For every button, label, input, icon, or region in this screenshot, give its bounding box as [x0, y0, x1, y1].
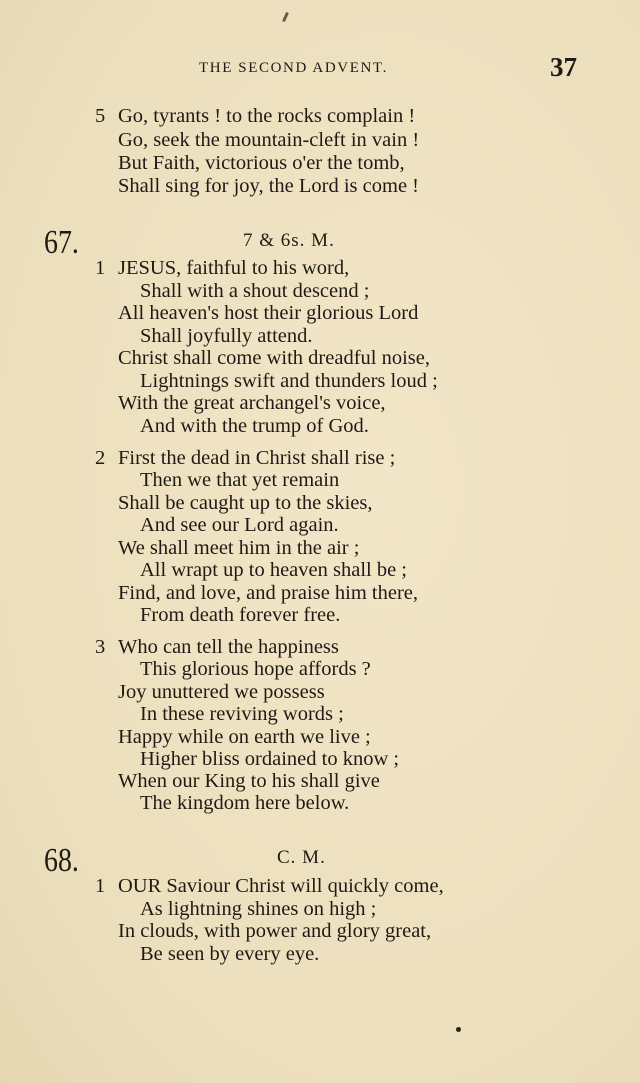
- verse-line: From death forever free.: [140, 604, 341, 626]
- verse-line: And with the trump of God.: [140, 415, 369, 437]
- verse-line: Shall joyfully attend.: [140, 325, 313, 347]
- verse-line: In clouds, with power and glory great,: [118, 920, 432, 942]
- verse-line: Lightnings swift and thunders loud ;: [140, 370, 438, 392]
- verse-line: The kingdom here below.: [140, 792, 350, 814]
- ink-dot: [456, 1027, 461, 1032]
- ink-mark: [282, 12, 289, 22]
- verse-line: All heaven's host their glorious Lord: [118, 302, 419, 324]
- verse-line: Who can tell the happiness: [118, 636, 339, 658]
- verse-number: 1: [95, 875, 106, 897]
- verse-line: Shall with a shout descend ;: [140, 280, 370, 302]
- hymn-number: 68.: [44, 842, 79, 879]
- verse-line: Higher bliss ordained to know ;: [140, 748, 400, 770]
- verse-line: All wrapt up to heaven shall be ;: [140, 559, 408, 581]
- verse-line: Then we that yet remain: [140, 469, 340, 491]
- verse-line: JESUS, faithful to his word,: [118, 257, 350, 279]
- verse-line: As lightning shines on high ;: [140, 898, 377, 920]
- running-head: THE SECOND ADVENT.: [199, 60, 388, 76]
- verse-line: We shall meet him in the air ;: [118, 537, 360, 559]
- verse-line: Find, and love, and praise him there,: [118, 582, 419, 604]
- verse-line: And see our Lord again.: [140, 514, 339, 536]
- verse-line: Be seen by every eye.: [140, 943, 320, 965]
- verse-line: When our King to his shall give: [118, 770, 380, 792]
- hymn-number: 67.: [44, 224, 79, 261]
- hymn-meter: C. M.: [277, 847, 326, 868]
- verse-number: 3: [95, 636, 106, 658]
- verse-line: OUR Saviour Christ will quickly come,: [118, 875, 444, 897]
- verse-number: 1: [95, 257, 106, 279]
- verse-line: With the great archangel's voice,: [118, 392, 386, 414]
- verse-line: Go, seek the mountain-cleft in vain !: [118, 129, 420, 151]
- verse-number: 5: [95, 105, 106, 127]
- hymn-meter: 7 & 6s. M.: [243, 230, 335, 251]
- verse-line: Shall be caught up to the skies,: [118, 492, 373, 514]
- verse-number: 2: [95, 447, 106, 469]
- verse-line: Go, tyrants ! to the rocks complain !: [118, 105, 416, 127]
- verse-line: Joy unuttered we possess: [118, 681, 325, 703]
- page-number: 37: [550, 52, 577, 82]
- verse-line: Shall sing for joy, the Lord is come !: [118, 175, 419, 197]
- verse-line: But Faith, victorious o'er the tomb,: [118, 152, 405, 174]
- verse-line: In these reviving words ;: [140, 703, 344, 725]
- verse-line: Happy while on earth we live ;: [118, 726, 371, 748]
- verse-line: This glorious hope affords ?: [140, 658, 371, 680]
- verse-line: First the dead in Christ shall rise ;: [118, 447, 396, 469]
- verse-line: Christ shall come with dreadful noise,: [118, 347, 430, 369]
